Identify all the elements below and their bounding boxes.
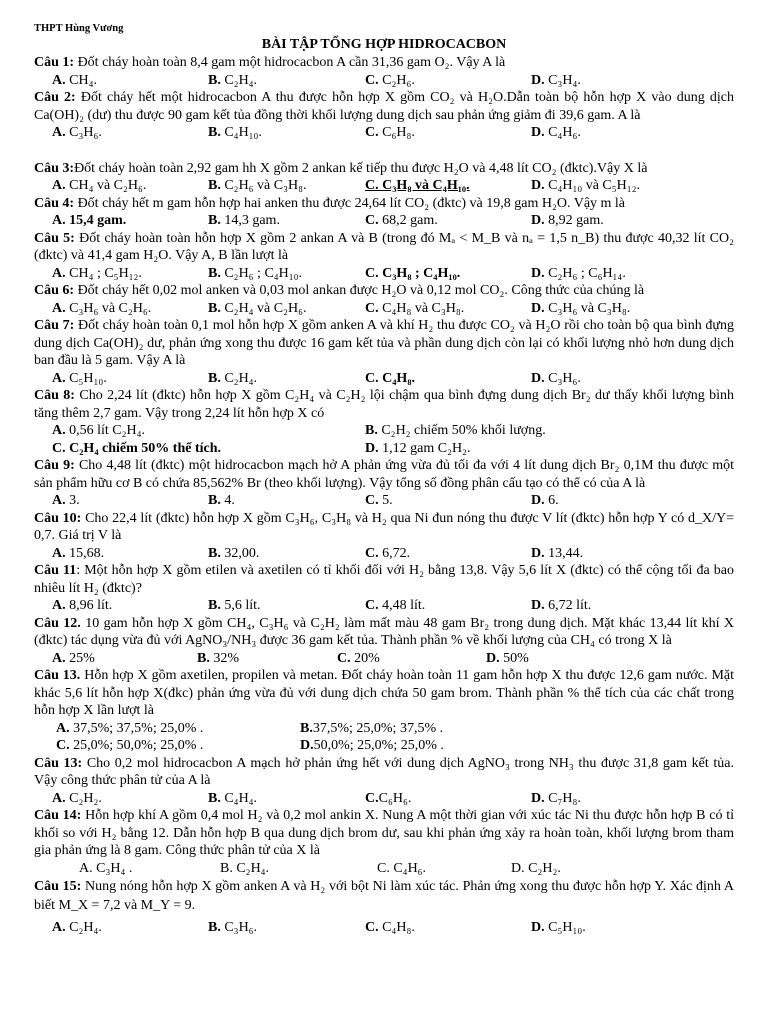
option-b: B. C₂H₄ và C₂H₆. <box>208 300 307 316</box>
option-c: C. C₃H₈ ; C₄H₁₀. <box>365 265 461 281</box>
question-text: Cho 2,24 lít (đktc) hỗn hợp X gồm C₂H₄ và C₂H₂ lội chậm qua bình đựng dung dịch Br₂ dư thấy khối lượng bình tăng thêm 2,7 gam. Vậy trong 2,24 lít hỗn hợp X có <box>34 388 734 421</box>
option-a: A. 15,68. <box>52 545 105 561</box>
option-b: B. C₂H₄. <box>208 72 258 88</box>
options-10 <box>34 545 734 563</box>
option-b: B. C₂H₆ và C₃H₈. <box>208 178 307 193</box>
question-number: Câu 9: <box>34 458 75 473</box>
options-11 <box>34 597 734 615</box>
options-5 <box>34 265 734 283</box>
option-c: C. 68,2 gam. <box>365 213 438 228</box>
option-a: A. CH₄. <box>52 72 97 88</box>
option-c: C. 25,0%; 50,0%; 25,0% . <box>56 738 204 753</box>
options-9 <box>34 492 734 510</box>
option-c: C. C₄H₆. <box>377 860 427 876</box>
option-b: B. C₄H₄. <box>208 790 258 806</box>
option-d: D.50,0%; 25,0%; 25,0% . <box>300 738 444 753</box>
option-a: A. C₃H₆. <box>52 125 102 140</box>
question-text: Đốt cháy hoàn toàn 8,4 gam một hidrocacbon A cần 31,36 gam O₂. Vậy A là <box>74 55 506 70</box>
option-d: D. C₅H₁₀. <box>531 920 586 935</box>
question-text: Nung nóng hỗn hợp X gồm anken A và H₂ với bột Ni làm xúc tác. Phản ứng xong thu được hỗn hợp Y. Xác định A biết M_X = 7,2 và M_Y = 9. <box>34 879 735 913</box>
question-text: : Một hỗn hợp X gồm etilen và axetilen có tỉ khối đối với H₂ bằng 13,8. Vậy 5,6 lít X (đktc) có thể cộng tối đa bao nhiêu lít H₂ (đktc)? <box>34 563 735 596</box>
question-7 <box>34 317 734 370</box>
question-8 <box>34 387 734 422</box>
question-9 <box>34 457 734 492</box>
question-text: Hỗn hợp X gồm axetilen, propilen và metan. Đốt cháy hoàn toàn 11 gam hỗn hợp X thu được 12,6 gam nước. Mặt khác 5,6 lít hỗn hợp X(đkc) phản ứng vừa đủ với dung dịch chứa 50 gam brom. Thành phần % thể tích của các chất trong hỗn hợp X lần lượt là <box>34 668 734 718</box>
options-15 <box>34 919 734 937</box>
option-c: C.C₆H₆. <box>365 790 412 806</box>
question-text: 10 gam hỗn hợp X gồm CH₄, C₃H₆ và C₂H₂ làm mất màu 48 gam Br₂ trong dung dịch. Mặt khác 13,44 lít khí X (đktc) tác dụng vừa đủ với AgNO₃/NH₃ được 36 gam kết tủa. Thành phần % về khối lượng của CH₄ có trong X là <box>34 615 734 648</box>
option-a: A. C₃H₆ và C₂H₆. <box>52 300 152 316</box>
option-c: C. C₂H₆. <box>365 72 415 88</box>
option-c: C. 6,72. <box>365 545 411 561</box>
question-number: Câu 4: <box>34 195 75 211</box>
option-a: A. C₃H₄ . <box>79 860 133 876</box>
option-d: D. 8,92 gam. <box>531 213 604 228</box>
option-d: D. 13,44. <box>531 545 584 561</box>
option-b: B. C₄H₁₀. <box>208 125 262 140</box>
question-number: Câu 1: <box>34 55 75 70</box>
options-13a-row-1 <box>34 720 734 738</box>
question-number: Câu 11 <box>34 563 77 578</box>
question-text: Đốt cháy hoàn toàn hỗn hợp X gồm 2 ankan A và B (trong đó Mₐ < M_B và nₐ = 1,5 n_B) thu được 40,32 lít CO₂ (đktc) và 41,4 gam H₂O. Vậy A, B lần lượt là <box>34 230 734 263</box>
question-number: Câu 3: <box>34 160 75 176</box>
option-c: C. C₂H₄ chiếm 50% thể tích. <box>52 440 221 456</box>
question-text: Cho 22,4 lít (đktc) hỗn hợp X gồm C₃H₆, C₃H₈ và H₂ qua Ni đun nóng thu được V lít (đktc) hỗn hợp Y có d_X/Y= 0,7. Giá trị V là <box>34 510 734 543</box>
option-d: D. C₇H₈. <box>531 790 581 806</box>
question-number: Câu 13: <box>34 755 83 771</box>
option-b: B.37,5%; 25,0%; 37,5% . <box>300 720 444 736</box>
option-d: D. C₄H₆. <box>531 125 581 140</box>
option-a: A. 25% <box>52 650 95 666</box>
options-8-row-1 <box>34 422 734 440</box>
question-number: Câu 12. <box>34 615 81 631</box>
options-13a-row-2 <box>34 737 734 755</box>
question-text: Cho 4,48 lít (đktc) một hidrocacbon mạch hở A phản ứng vừa đủ tối đa với 4 lít dung dịch Br₂ 0,1M thu được một sản phẩm hữu cơ B có chứa 85,562% Br (theo khối lượng). Vậy tổng số đồng phân cấu tạo có thể có của A là <box>34 458 734 491</box>
option-d: D. 6,72 lít. <box>531 598 592 613</box>
option-a: A. CH₄ và C₂H₆. <box>52 178 147 193</box>
question-10 <box>34 510 734 545</box>
option-d: D. C₄H₁₀ và C₅H₁₂. <box>531 178 641 193</box>
option-d: D. 50% <box>486 650 529 666</box>
question-text: Đốt cháy hoàn toàn 2,92 gam hh X gồm 2 ankan kế tiếp thu được H₂O và 4,48 lít CO₂ (đktc).Vậy X là <box>74 160 648 176</box>
option-a: A. C₂H₂. <box>52 790 102 806</box>
question-number: Câu 7: <box>34 318 75 333</box>
question-11 <box>34 562 734 597</box>
option-b: B. C₃H₆. <box>208 920 258 935</box>
question-15 <box>34 877 734 915</box>
options-13b <box>34 790 734 808</box>
question-text: Đốt cháy hết một hidrocacbon A thu được hỗn hợp X gồm CO₂ và H₂O.Dẫn toàn bộ hỗn hợp X vào dung dịch Ca(OH)₂ (dư) thu được 90 gam kết tủa đồng thời khối lượng dung dịch sau phản ứng giảm đi 39,6 gam. A là <box>34 90 734 123</box>
question-text: Cho 0,2 mol hidrocacbon A mạch hở phản ứng hết với dung dịch AgNO₃ trong NH₃ thu được 31,8 gam kết tủa. Vậy công thức phân tử của A là <box>34 755 734 788</box>
option-c: C. C₄H₈. <box>365 370 416 386</box>
option-b: B. C₂H₂ chiếm 50% khối lượng. <box>365 423 546 438</box>
school-name: THPT Hùng Vương <box>34 23 124 34</box>
option-b: B. 32,00. <box>208 545 260 561</box>
option-b: B. C₂H₄. <box>220 860 270 876</box>
option-d: D. C₃H₆. <box>531 370 581 386</box>
option-b: B. 5,6 lít. <box>208 598 261 613</box>
question-12 <box>34 615 734 650</box>
question-text: Đốt cháy hoàn toàn 0,1 mol hỗn hợp X gồm anken A và khí H₂ thu được CO₂ và H₂O rồi cho toàn bộ qua bình đựng dung dịch Ca(OH)₂ dư, phản ứng xong thu được 16 gam kết tủa và phần dung dịch còn lại có khối lượng nhỏ hơn dung dịch ban đầu là 5 gam. Vậy A là <box>34 318 734 368</box>
option-a: A. 15,4 gam. <box>52 213 127 228</box>
options-7 <box>34 370 734 388</box>
option-b: B. C₂H₆ ; C₄H₁₀. <box>208 265 303 281</box>
options-8-row-2 <box>34 440 734 458</box>
option-a: A. CH₄ ; C₅H₁₂. <box>52 265 142 281</box>
question-2 <box>34 89 734 124</box>
option-c: C. 4,48 lít. <box>365 598 426 613</box>
option-a: A. 3. <box>52 493 80 508</box>
option-a: A. 0,56 lít C₂H₄. <box>52 423 146 438</box>
option-a: A. 37,5%; 37,5%; 25,0% . <box>56 720 204 736</box>
question-6 <box>34 282 734 300</box>
question-number: Câu 2: <box>34 90 76 105</box>
question-number: Câu 6: <box>34 283 75 298</box>
question-number: Câu 8: <box>34 388 75 403</box>
options-4 <box>34 212 734 230</box>
option-c: C. C₃H₈ và C₄H₁₀. <box>365 178 470 193</box>
question-1 <box>34 54 734 72</box>
question-text: Hỗn hợp khí A gồm 0,4 mol H₂ và 0,2 mol ankin X. Nung A một thời gian với xúc tác Ni thu được hỗn hợp B có tỉ khối so với H₂ bằng 12. Dẫn hỗn hợp B qua dung dịch brom dư, sau khi phản ứng xảy ra hoàn toàn, khối lượng brom tham gia phản ứng là 8 gam. Công thức phân tử của X là <box>34 808 735 858</box>
question-13a <box>34 667 734 720</box>
options-12 <box>34 650 734 668</box>
options-3 <box>34 177 734 195</box>
question-text: Đốt cháy hết 0,02 mol anken và 0,03 mol ankan được H₂O và 0,12 mol CO₂. Công thức của chúng là <box>74 283 645 298</box>
page-title: BÀI TẬP TỔNG HỢP HIDROCACBON <box>261 37 507 52</box>
option-c: C. C₆H₈. <box>365 125 415 140</box>
document <box>34 22 734 937</box>
question-3 <box>34 160 734 178</box>
option-d: D. 1,12 gam C₂H₂. <box>365 440 471 456</box>
option-c: C. C₄H₈ và C₃H₈. <box>365 300 465 316</box>
option-c: C. 5. <box>365 493 393 508</box>
option-a: A. C₂H₄. <box>52 920 102 935</box>
options-2 <box>34 124 734 142</box>
question-number: Câu 15: <box>34 879 82 894</box>
option-b: B. 4. <box>208 493 235 508</box>
question-13b <box>34 755 734 790</box>
question-4 <box>34 195 734 213</box>
question-14 <box>34 807 734 860</box>
question-number: Câu 13. <box>34 668 81 683</box>
option-c: C. C₄H₈. <box>365 920 415 935</box>
option-d: D. C₂H₂. <box>511 860 561 876</box>
option-d: D. C₃H₆ và C₃H₈. <box>531 300 631 316</box>
question-number: Câu 10: <box>34 510 82 526</box>
options-1 <box>34 72 734 90</box>
option-b: B. 32% <box>197 650 240 666</box>
option-a: A. C₅H₁₀. <box>52 370 107 386</box>
question-number: Câu 5: <box>34 230 75 246</box>
option-d: D. C₂H₆ ; C₆H₁₄. <box>531 265 626 281</box>
question-number: Câu 14: <box>34 808 82 823</box>
question-text: Đốt cháy hết m gam hỗn hợp hai anken thu được 24,64 lít CO₂ (đktc) và 19,8 gam H₂O. Vậy m là <box>74 195 626 211</box>
option-d: D. 6. <box>531 493 559 508</box>
question-5 <box>34 230 734 265</box>
option-b: B. C₂H₄. <box>208 370 258 386</box>
options-14 <box>34 860 734 878</box>
option-c: C. 20% <box>337 650 380 666</box>
option-a: A. 8,96 lít. <box>52 598 113 613</box>
option-d: D. C₃H₄. <box>531 72 581 88</box>
options-6 <box>34 300 734 318</box>
option-b: B. 14,3 gam. <box>208 213 280 228</box>
